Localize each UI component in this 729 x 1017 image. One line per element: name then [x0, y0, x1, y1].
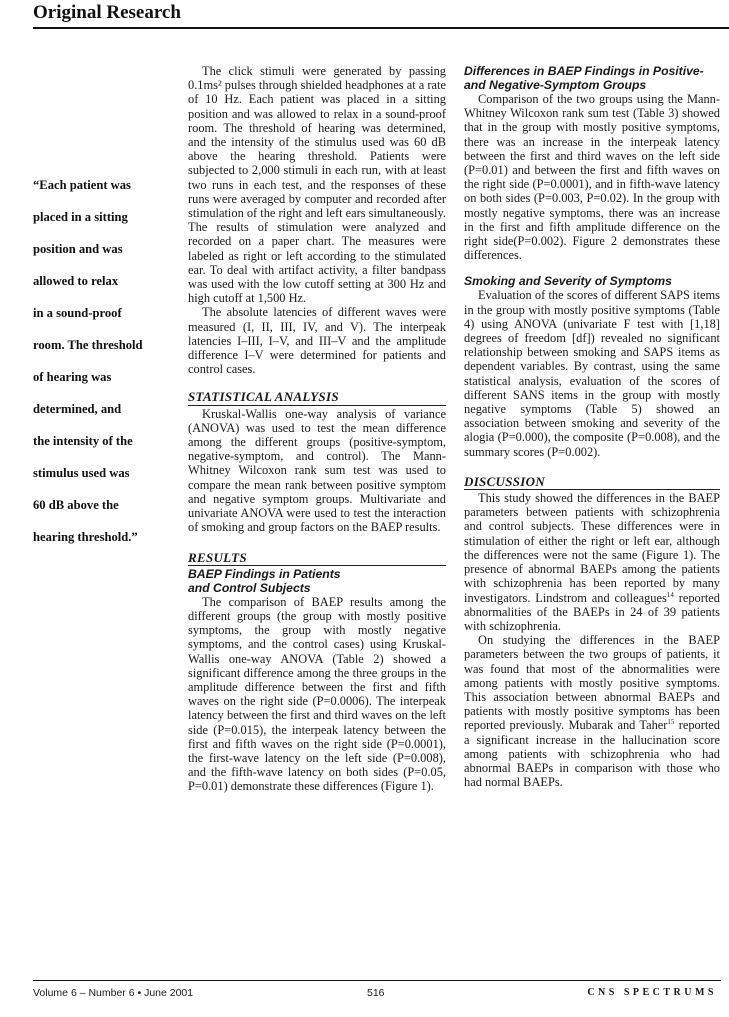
differences-heading-line2: and Negative-Symptom Groups [464, 78, 647, 92]
footer-issue: Volume 6 – Number 6 • June 2001 [33, 987, 194, 999]
pull-quote-line: room. The threshold [33, 338, 143, 352]
reference-14: 14 [666, 590, 674, 599]
statistics-paragraph: Kruskal-Wallis one-way analysis of variance (ANOVA) was used to test the mean difference among the different groups (positive-symptom, negative-symptom, and control). The Mann-Whitney Wilcoxon rank sum test was used to compare the mean rank between positive symptom and negative symptom groups. Multivariate and univariate ANOVA were used to test the interaction of smoking and group factors on the BAEP results. [188, 406, 446, 535]
right-column [464, 64, 720, 789]
discussion-paragraph-2 [464, 633, 720, 789]
latency-paragraph: The absolute latencies of different waves were measured (I, II, III, IV, and V). The interpeak latencies I–III, I–V, and III–V and the amplitude difference I–V were determined for patients and control cases. [188, 305, 446, 377]
statistical-analysis-heading: STATISTICAL ANALYSIS [188, 390, 446, 405]
discussion-heading: DISCUSSION [464, 475, 720, 490]
pull-quote-line: 60 dB above the [33, 498, 119, 512]
pull-quote-line: of hearing was [33, 370, 112, 384]
differences-heading-line1: Differences in BAEP Findings in Positive- [464, 64, 704, 78]
pull-quote-line: “Each patient was [33, 178, 131, 192]
methods-paragraph: The click stimuli were generated by passing 0.1ms² pulses through shielded headphones at a rate of 10 Hz. Each patient was placed in a sitting position and was allowed to relax in a sound-proof room. The threshold of hearing was determined, and the intensity of the stimulus used was 60 dB above the hearing threshold. Patients were subjected to 2,000 stimuli in each run, with at least two runs in each test, and the responses of these runs were averaged by computer and recorded after stimulation of the right and left ears simultaneously. The results of stimulation were analyzed and recorded on a paper chart. The measures were labeled as right or left according to the stimulated ear. To deal with artifact activity, a filter bandpass was used with the low cutoff setting at 300 Hz and high cutoff at 1,500 Hz. [188, 64, 446, 306]
baep-findings-heading-line1: BAEP Findings in Patients [188, 566, 341, 581]
results-paragraph: The comparison of BAEP results among the different groups (the group with mostly positive symptoms, the group with mostly negative symptoms, and the control cases) using Kruskal-Wallis one-way ANOVA (Table 2) showed a significant difference among the three groups in the amplitude difference between the first and fifth waves on the right side (P=0.0006). The interpeak latency between the first and third waves on the left side (P=0.015), the interpeak latency between the first and fifth waves on the right side (P=0.0001), the first-wave latency on the left side (P=0.008), and the fifth-wave latency on both sides (P=0.05, P=0.01) demonstrate these differences (Figure 1). [188, 594, 446, 794]
smoking-heading: Smoking and Severity of Symptoms [464, 274, 672, 289]
discussion-text: On studying the differences in the BAEP parameters between the two groups of patients, it was found that most of the abnormalities were among patients with mostly positive symptoms. This association between abnormal BAEPs and patients with mostly positive symptoms has been reported previously. Mubarak and Taher [464, 633, 720, 733]
pull-quote-line: the intensity of the [33, 434, 133, 448]
reference-15: 15 [667, 718, 675, 727]
pull-quote-line: placed in a sitting [33, 210, 128, 224]
pull-quote-line: determined, and [33, 402, 122, 416]
discussion-text: reported abnormalities of the BAEPs in 24 of 39 patients with schizophrenia. [464, 590, 720, 633]
results-heading: RESULTS [188, 551, 446, 566]
baep-findings-heading-line2: and Control Subjects [188, 580, 311, 595]
discussion-text: reported a significant increase in the hallucination score among patients with schizophrenia who had abnormal BAEPs in comparison with those who had normal BAEPs. [464, 718, 720, 790]
journal-name: CNS SPECTRUMS [587, 987, 717, 998]
pull-quote-line: hearing threshold.” [33, 530, 138, 544]
discussion-paragraph-1 [464, 491, 720, 633]
middle-column [188, 64, 446, 794]
pull-quote-line: allowed to relax [33, 274, 119, 288]
discussion-text: This study showed the differences in the BAEP parameters between patients with schizophrenia and control subjects. These differences were in stimulation of either the right or left ear, although the differences were not the same (Figure 1). The presence of abnormal BAEPs among the patients with schizophrenia has been reported by many investigators. Lindstrom and colleagues [464, 491, 720, 605]
section-title: Original Research [33, 2, 181, 23]
footer-rule [33, 980, 721, 981]
pull-quote-line: in a sound-proof [33, 306, 122, 320]
differences-paragraph: Comparison of the two groups using the Mann-Whitney Wilcoxon rank sum test (Table 3) showed that in the group with mostly positive symptoms, there was an increase in the interpeak latency between the first and third waves on the left side (P=0.01) and between the first and fifth waves on the right side (P=0.0001), and in fifth-wave latency on both sides (P=0.003, P=0.02). In the group with mostly negative symptoms, there was an increase in the first and fifth amplitude difference on the right side(P=0.002). Figure 2 demonstrates these differences. [464, 92, 720, 263]
page-number: 516 [367, 987, 385, 999]
smoking-paragraph: Evaluation of the scores of different SAPS items in the group with mostly positive symptoms (Table 4) using ANOVA (univariate F test with [1,18] degrees of freedom [df]) revealed no significant relationship between smoking and SAPS items as dependent variables. By contrast, using the same statistical analysis, evaluation of the scores of different SANS items in the group with mostly negative symptoms (Table 5) showed an association between smoking and severity of the alogia (P=0.000), the composite (P=0.008), and the summary scores (P=0.002). [464, 288, 720, 459]
pull-quote-line: stimulus used was [33, 466, 130, 480]
header-rule [33, 27, 729, 29]
pull-quote-line: position and was [33, 242, 123, 256]
